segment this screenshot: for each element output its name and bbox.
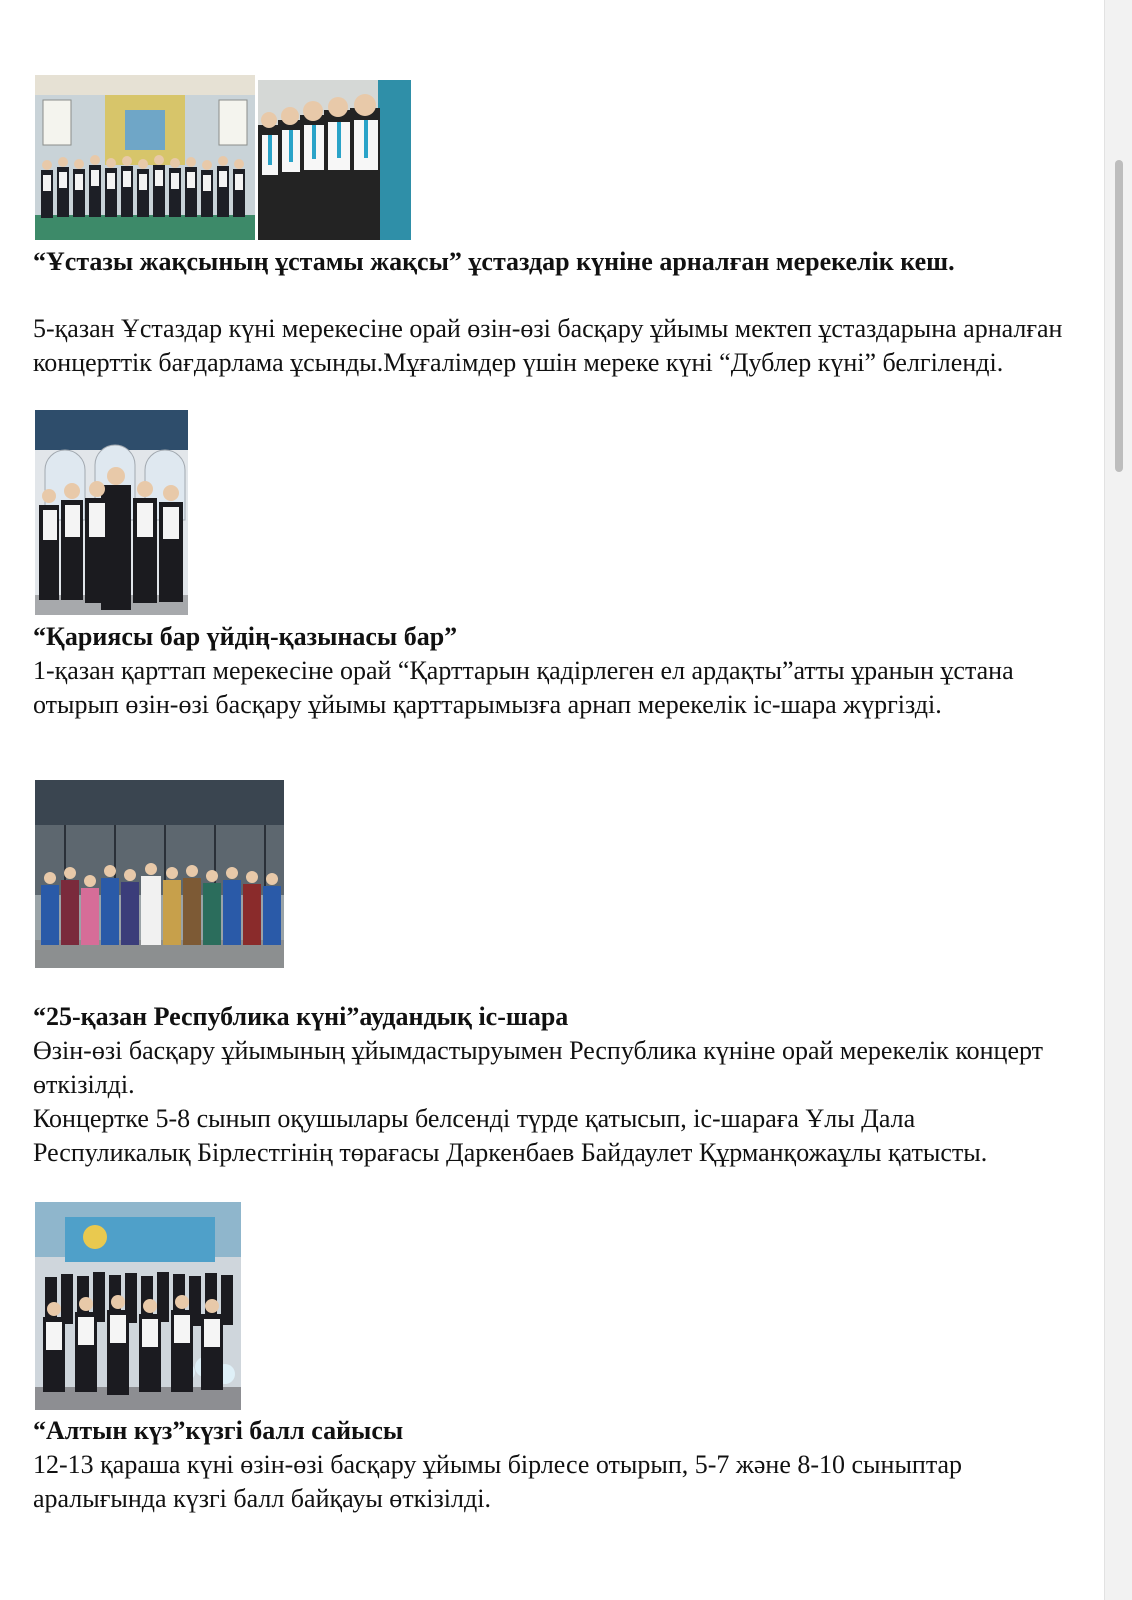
students-on-stage-photo — [35, 1202, 241, 1410]
school-hall-group-photo — [35, 75, 255, 240]
vertical-scrollbar[interactable] — [1104, 0, 1132, 1600]
section-2-paragraph: 1-қазан қарттап мерекесіне орай “Қарттарын қадірлеген ел ардақты”атты ұранын ұстана отырып өзін-өзі басқару ұйымы қарттарымызға арнап мерекелік іс-шара жүргізді. — [33, 656, 1014, 719]
section-3-paragraph-2: Концертке 5-8 сынып оқушылары белсенді түрде қатысып, іс-шараға Ұлы Дала Респуликалық Бірлестгінің төрағасы Даркенбаев Байдаулет Құрманқожаұлы қатысты. — [33, 1104, 988, 1167]
section-4-title: “Алтын күз”күзгі балл сайысы — [33, 1416, 404, 1445]
section-2-title: “Қариясы бар үйдің-қазынасы бар” — [33, 622, 458, 651]
elders-in-national-costume-photo — [35, 780, 284, 968]
section-3-paragraph-1: Өзін-өзі басқару ұйымының ұйымдастыруымен Республика күніне орай мерекелік концерт өткізілді. — [33, 1036, 1044, 1099]
section-4-paragraph: 12-13 қараша күні өзін-өзі басқару ұйымы бірлесе отырып, 5-7 және 8-10 сыныптар аралығында күзгі балл байқауы өткізілді. — [33, 1450, 963, 1513]
section-1-paragraph: 5-қазан Ұстаздар күні мерекесіне орай өзін-өзі басқару ұйымы мектеп ұстаздарына арналған концерттік бағдарлама ұсынды.Мұғалімдер үшін мереке күні “Дублер күні” белгіленді. — [33, 314, 1063, 377]
students-in-line-photo — [258, 80, 411, 240]
section-3-title: “25-қазан Республика күні”аудандық іс-шара — [33, 1002, 569, 1031]
scrollbar-thumb[interactable] — [1115, 160, 1123, 472]
section-1-title: “Ұстазы жақсының ұстамы жақсы” ұстаздар күніне арналған мерекелік кеш. — [33, 247, 955, 276]
students-with-girl-in-dress-photo — [35, 410, 188, 615]
